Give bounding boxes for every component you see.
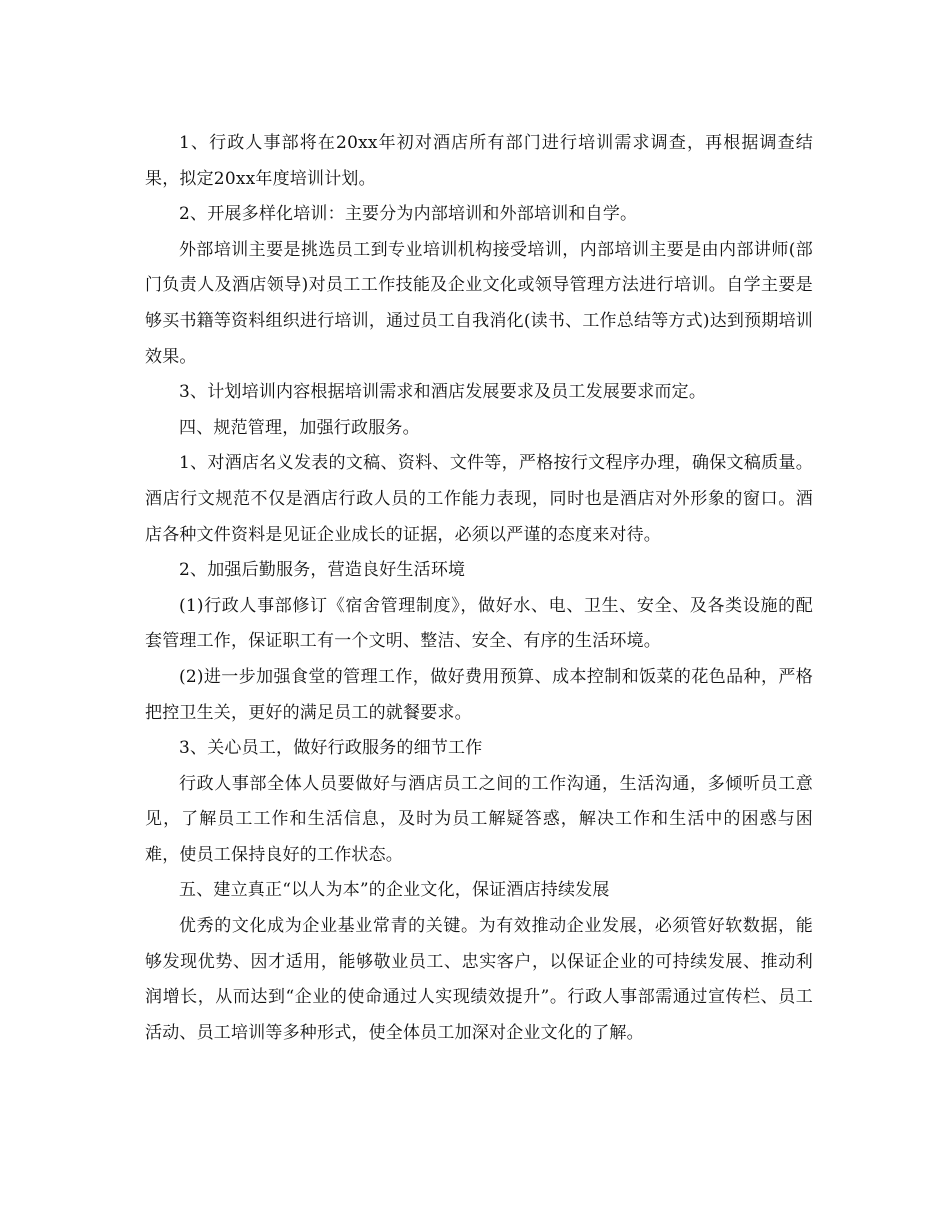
paragraph-training-content: 3、计划培训内容根据培训需求和酒店发展要求及员工发展要求而定。 <box>179 382 707 403</box>
paragraph-canteen-management: (2)进一步加强食堂的管理工作，做好费用预算、成本控制和饭菜的花色品种，严格把控卫生关，更好的满足员工的就餐要求。 <box>145 666 813 723</box>
heading-section-four: 四、规范管理，加强行政服务。 <box>179 417 420 438</box>
subheading-logistics-service: 2、加强后勤服务，营造良好生活环境 <box>179 560 466 581</box>
paragraph-dormitory-management: (1)行政人事部修订《宿舍管理制度》，做好水、电、卫生、安全、及各类设施的配套管理工作，保证职工有一个文明、整洁、安全、有序的生活环境。 <box>145 595 813 652</box>
paragraph-training-survey: 1、行政人事部将在20xx年初对酒店所有部门进行培训需求调查，再根据调查结果，拟定20xx年度培训计划。 <box>145 133 813 189</box>
paragraph-corporate-culture: 优秀的文化成为企业基业常青的关键。为有效推动企业发展，必须管好软数据，能够发现优势、因才适用，能够敬业员工、忠实客户，以保证企业的可持续发展、推动利润增长，从而达到“企业的使命通过人实现绩效提升”。行政人事部需通过宣传栏、员工活动、员工培训等多种形式，使全体员工加深对企业文化的了解。 <box>145 916 813 1043</box>
document-body <box>145 126 813 1051</box>
paragraph-external-internal-training: 外部培训主要是挑选员工到专业培训机构接受培训，内部培训主要是由内部讲师(部门负责人及酒店领导)对员工工作技能及企业文化或领导管理方法进行培训。自学主要是够买书籍等资料组织进行培训，通过员工自我消化(读书、工作总结等方式)达到预期培训效果。 <box>145 239 813 367</box>
heading-section-five: 五、建立真正“以人为本”的企业文化，保证酒店持续发展 <box>179 880 610 901</box>
paragraph-staff-communication: 行政人事部全体人员要做好与酒店员工之间的工作沟通，生活沟通，多倾听员工意见，了解员工工作和生活信息，及时为员工解疑答惑，解决工作和生活中的困惑与困难，使员工保持良好的工作状态。 <box>145 773 813 865</box>
paragraph-diverse-training: 2、开展多样化培训：主要分为内部培训和外部培训和自学。 <box>179 204 638 225</box>
subheading-care-for-staff: 3、关心员工，做好行政服务的细节工作 <box>179 738 483 759</box>
paragraph-document-standards: 1、对酒店名义发表的文稿、资料、文件等，严格按行文程序办理，确保文稿质量。酒店行文规范不仅是酒店行政人员的工作能力表现，同时也是酒店对外形象的窗口。酒店各种文件资料是见证企业成长的证据，必须以严谨的态度来对待。 <box>145 453 813 545</box>
